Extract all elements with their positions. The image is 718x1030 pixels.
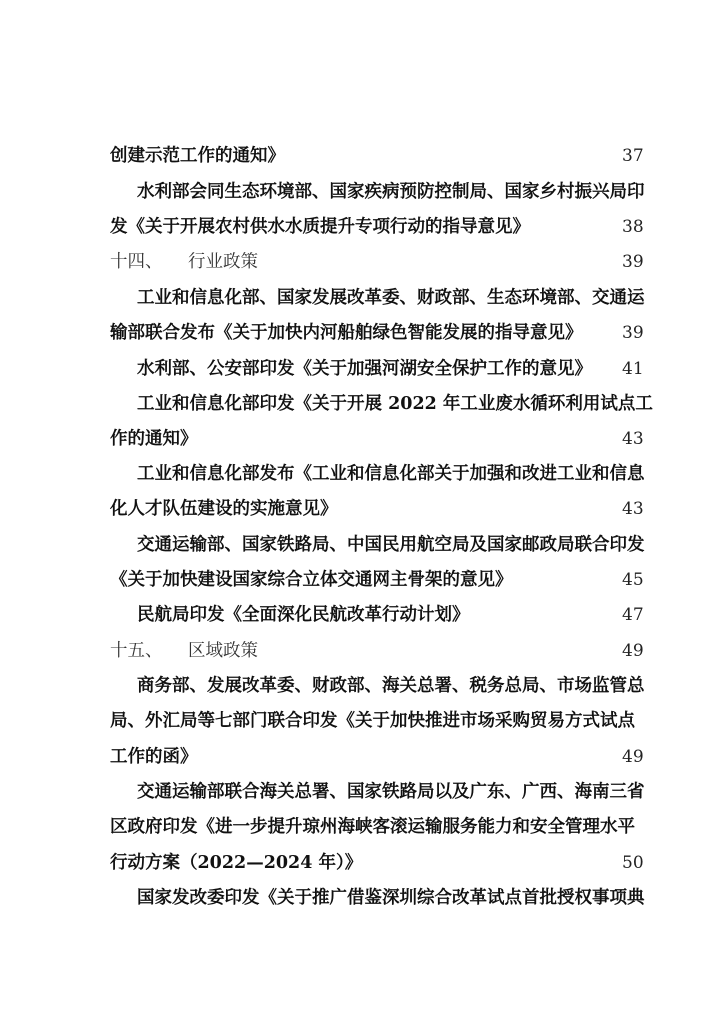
- toc-entry[interactable]: [0, 177, 718, 207]
- toc-entry[interactable]: [0, 777, 718, 807]
- toc-page-number: 39: [622, 323, 644, 343]
- section-number: 十五、: [110, 641, 163, 661]
- toc-entry-text: 商务部、发展改革委、财政部、海关总署、税务总局、市场监管总: [137, 676, 645, 696]
- toc-entry-text: 输部联合发布《关于加快内河船舶绿色智能发展的指导意见》: [110, 323, 583, 343]
- toc-entry-text: 工作的函》: [110, 747, 198, 767]
- toc-entry[interactable]: [0, 459, 718, 489]
- toc-page-number: 49: [622, 747, 644, 767]
- toc-entry-text: 发《关于开展农村供水水质提升专项行动的指导意见》: [110, 217, 530, 237]
- section-title: 行业政策: [188, 252, 258, 272]
- toc-entry-text: 交通运输部、国家铁路局、中国民用航空局及国家邮政局联合印发: [137, 535, 645, 555]
- toc-entry-text: 作的通知》: [110, 429, 198, 449]
- toc-entry-text: 工业和信息化部印发《关于开展 2022 年工业废水循环利用试点工: [137, 394, 653, 414]
- toc-page-number: 39: [622, 252, 644, 272]
- toc-page-number: 47: [622, 605, 644, 625]
- toc-entry-continuation[interactable]: [0, 141, 718, 171]
- toc-entry-continuation[interactable]: [0, 212, 718, 242]
- toc-entry-continuation[interactable]: [0, 706, 718, 736]
- toc-page-number: 50: [622, 853, 644, 873]
- toc-entry-text: 创建示范工作的通知》: [110, 146, 285, 166]
- toc-entry-text: 工业和信息化部、国家发展改革委、财政部、生态环境部、交通运: [137, 288, 645, 308]
- toc-entry-continuation[interactable]: [0, 494, 718, 524]
- toc-section-heading[interactable]: [0, 636, 718, 666]
- toc-entry-continuation[interactable]: [0, 742, 718, 772]
- toc-page-number: 38: [622, 217, 644, 237]
- toc-entry[interactable]: [0, 671, 718, 701]
- toc-entry-continuation[interactable]: [0, 565, 718, 595]
- toc-entry-continuation[interactable]: [0, 812, 718, 842]
- toc-entry-continuation[interactable]: [0, 318, 718, 348]
- toc-page-number: 43: [622, 429, 644, 449]
- toc-entry[interactable]: [0, 883, 718, 913]
- toc-entry-text: 水利部、公安部印发《关于加强河湖安全保护工作的意见》: [137, 359, 592, 379]
- toc-entry-text: 区政府印发《进一步提升琼州海峡客滚运输服务能力和安全管理水平: [110, 817, 635, 837]
- toc-entry[interactable]: [0, 389, 718, 419]
- toc-entry-text: 民航局印发《全面深化民航改革行动计划》: [137, 605, 470, 625]
- toc-page-number: 43: [622, 499, 644, 519]
- toc-entry[interactable]: [0, 354, 718, 384]
- toc-page-number: 37: [622, 146, 644, 166]
- toc-entry-text: 交通运输部联合海关总署、国家铁路局以及广东、广西、海南三省: [137, 782, 645, 802]
- toc-entry-continuation[interactable]: [0, 848, 718, 878]
- toc-entry[interactable]: [0, 600, 718, 630]
- toc-page-number: 49: [622, 641, 644, 661]
- section-title: 区域政策: [188, 641, 258, 661]
- toc-page-number: 45: [622, 570, 644, 590]
- toc-entry-text: 国家发改委印发《关于推广借鉴深圳综合改革试点首批授权事项典: [137, 888, 645, 908]
- toc-section-heading[interactable]: [0, 247, 718, 277]
- toc-entry-text: 化人才队伍建设的实施意见》: [110, 499, 338, 519]
- toc-page-number: 41: [622, 359, 644, 379]
- toc-entry-text: 工业和信息化部发布《工业和信息化部关于加强和改进工业和信息: [137, 464, 645, 484]
- section-number: 十四、: [110, 252, 163, 272]
- toc-entry-continuation[interactable]: [0, 424, 718, 454]
- toc-entry[interactable]: [0, 283, 718, 313]
- toc-entry-text: 局、外汇局等七部门联合印发《关于加快推进市场采购贸易方式试点: [110, 711, 635, 731]
- toc-entry[interactable]: [0, 530, 718, 560]
- toc-entry-text: 《关于加快建设国家综合立体交通网主骨架的意见》: [110, 570, 513, 590]
- toc-entry-text: 行动方案（2022—2024 年）》: [110, 853, 363, 873]
- toc-entry-text: 水利部会同生态环境部、国家疾病预防控制局、国家乡村振兴局印: [137, 182, 645, 202]
